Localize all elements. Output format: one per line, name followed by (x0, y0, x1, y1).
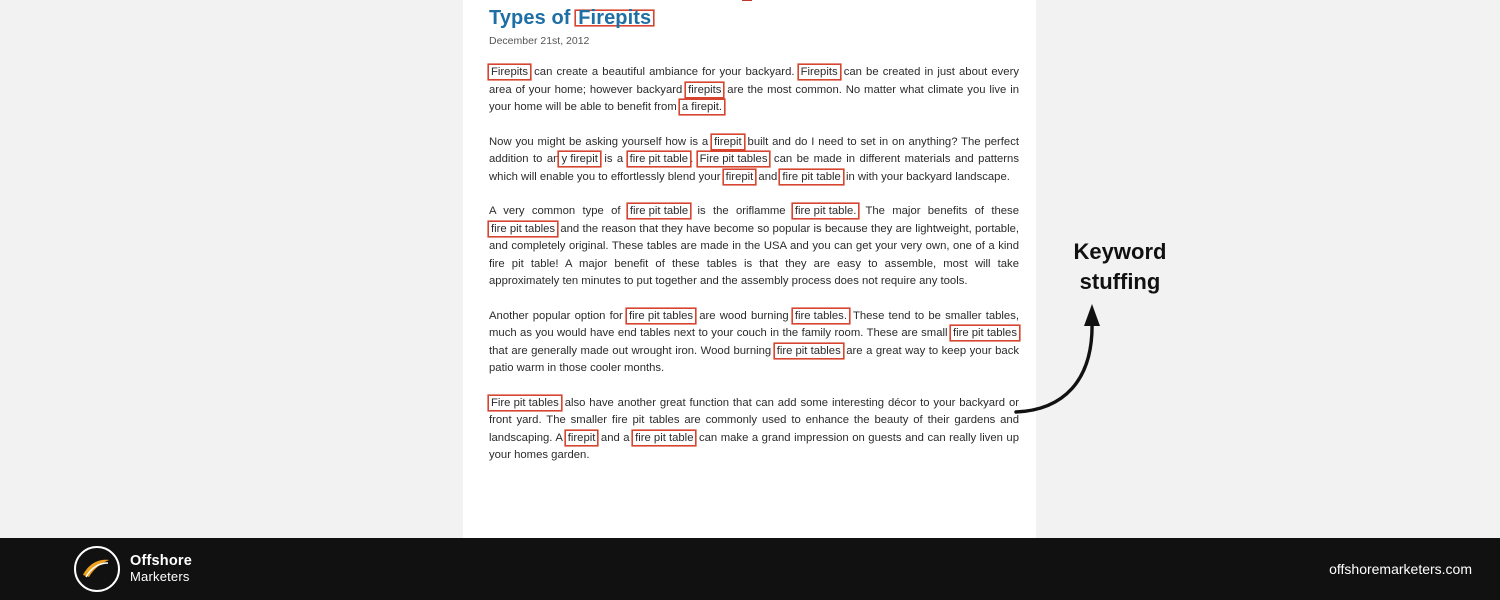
paragraph-text: can create a beautiful ambiance for your backyard. (530, 66, 799, 78)
paragraph-text: are the most common. No matter what climate you live in your home will be able to benefit from (489, 83, 1019, 113)
keyword-highlight: fire pit table. (794, 205, 857, 217)
paragraph-text: in with your backyard landscape. (842, 170, 1010, 183)
article-paragraphs (489, 64, 1019, 465)
paragraph-text: are wood burning (695, 309, 793, 322)
paragraph-text: that are generally made out wrought iron. Wood burning (489, 344, 775, 357)
keyword-highlight: fire pit table (629, 205, 689, 217)
keyword-highlight: fire pit tables (952, 327, 1017, 339)
page-title-keyword: Firepits (578, 7, 652, 29)
paragraph-text: is a (599, 153, 628, 165)
paragraph-text: A very common type of (489, 205, 628, 217)
paragraph-text: The major benefits of these (858, 205, 1019, 217)
keyword-highlight: fire pit tables (776, 344, 841, 357)
paragraph-text: are a great way to keep your back patio warm in those cooler months. (489, 344, 1019, 374)
keyword-highlight: firepit (725, 170, 754, 183)
article-paragraph (489, 395, 1019, 465)
keyword-highlight: fire tables. (794, 309, 847, 322)
keyword-highlight: firepit (567, 431, 596, 444)
annotation-arrow-icon (1010, 290, 1120, 420)
paragraph-text: can be made in different materials and patterns which will enable you to effortlessly blend your (489, 153, 1019, 183)
paragraph-text: and (755, 170, 781, 183)
page-footer (0, 538, 1500, 600)
brand-line1: Offshore (130, 553, 193, 569)
footer-website-url: offshoremarketers.com (1329, 561, 1472, 577)
paragraph-text: built and do I need to set in on anything? The perfect addition to an (489, 135, 1019, 165)
keyword-highlight: firepits (688, 83, 722, 96)
paragraph-text: also have another great function that can add some interesting décor to your backyard or front yard. The smaller fire pit tables are commonly used to enhance the beauty of their gardens and landscaping. A (489, 396, 1019, 444)
keyword-highlight: fire pit tables (628, 309, 694, 322)
document-body (489, 0, 1019, 465)
keyword-highlight: fire pit table (629, 153, 689, 165)
paragraph-text: and a (597, 431, 634, 444)
annotation-label (1040, 237, 1200, 297)
keyword-highlight: Fire pit tables (491, 396, 559, 409)
page-gutter-left (0, 0, 463, 538)
logo-swoosh-icon (82, 557, 110, 579)
publish-date: December 21st, 2012 (489, 35, 590, 47)
keyword-highlight: Firepits (491, 66, 529, 78)
paragraph-text: can be created in just about every area of your home; however backyard (489, 66, 1019, 96)
paragraph-text: and the reason that they have become so popular is because they are lightweight, portable, and completely original. These tables are made in the USA and you can get your very own, one of a kind fire pit table! A major benefit of these tables is that they are easy to assemble, most will take approximately ten minutes to put together and the assembly process does not require any tools. (489, 222, 1019, 287)
annotation-label-line2: stuffing (1079, 269, 1161, 294)
keyword-highlight: Fire pit tables (699, 153, 768, 165)
brand-logo (74, 546, 192, 592)
keyword-highlight: firepit (714, 135, 742, 148)
keyword-highlight: fire pit table (782, 170, 841, 183)
document-sheet (463, 0, 1036, 538)
article-paragraph (489, 203, 1019, 291)
keyword-highlight: fire pit table (635, 431, 694, 444)
paragraph-text: is the oriflamme (690, 205, 793, 217)
logo-circle-icon (74, 546, 120, 592)
page-title (489, 6, 1019, 30)
keyword-highlight: a firepit. (681, 101, 723, 113)
brand-text (130, 554, 192, 584)
paragraph-text: can make a grand impression on guests and can really liven up your homes garden. (489, 431, 1020, 461)
page-title-prefix: Types of (489, 7, 577, 29)
article-paragraph (489, 308, 1019, 378)
annotation-label-line1: Keyword (1073, 239, 1167, 264)
paragraph-text: These tend to be smaller tables, much as you would have end tables next to your couch in the family room. These are small (489, 309, 1019, 339)
paragraph-text: Another popular option for (489, 309, 627, 322)
paragraph-text: . (690, 153, 698, 165)
keyword-highlight: y firepit (561, 153, 598, 165)
brand-line2: Marketers (130, 569, 190, 584)
article-paragraph (489, 134, 1019, 187)
article-paragraph (489, 64, 1019, 117)
paragraph-text: Now you might be asking yourself how is a (489, 135, 713, 148)
keyword-highlight: fire pit tables (491, 222, 556, 235)
keyword-highlight: Firepits (800, 66, 838, 78)
top-red-marker (742, 0, 752, 1)
